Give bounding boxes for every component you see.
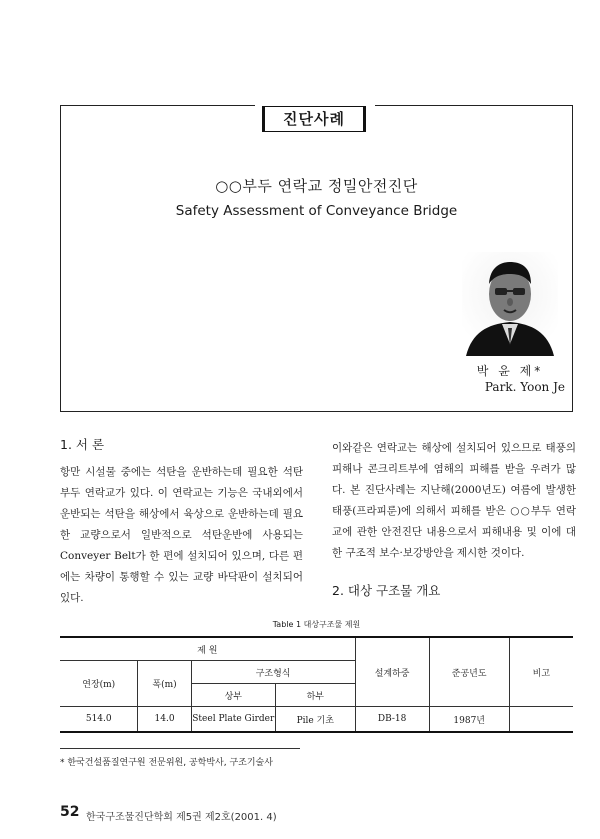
cell-upper: Steel Plate Girder (191, 707, 275, 733)
cell-load: DB-18 (355, 707, 429, 733)
page-number: 52 (60, 804, 80, 820)
header-width: 폭(m) (138, 661, 191, 707)
cell-note (509, 707, 573, 733)
header-length: 연장(m) (60, 661, 138, 707)
section-tag: 진단사례 (262, 106, 366, 132)
cell-lower: Pile 기초 (275, 707, 355, 733)
header-structure: 구조형식 (191, 661, 355, 684)
table-caption: Table 1 대상구조물 제원 (272, 620, 361, 629)
footnote-rule (60, 748, 300, 749)
header-year: 준공년도 (429, 637, 509, 707)
section1-body (60, 462, 303, 609)
cell-length: 514.0 (60, 707, 138, 733)
right-column-body (332, 438, 576, 564)
header-group: 제 원 (60, 637, 355, 661)
author-name-korean: 박 윤 제* (476, 364, 544, 378)
section2-heading: 2. 대상 구조물 개요 (332, 583, 441, 598)
section1-paragraph: 항만 시설물 중에는 석탄을 운반하는데 필요한 석탄부두 연락교가 있다. 이 연락교는 기능은 국내외에서 운반되는 석탄을 해상에서 육상으로 운반하는데 필요한 교량으로서 일반적으로 석탄운반에 사용되는 Conveyer Belt가 한 편에 설치되어 있으며, 다른 편에는 차량이 통행할 수 있는 교량 바닥판이 설치되어 있다. (60, 466, 303, 604)
cell-width: 14.0 (138, 707, 191, 733)
author-photo (462, 252, 558, 356)
header-note: 비고 (509, 637, 573, 707)
spec-table (60, 636, 573, 733)
section1-heading: 1. 서 론 (60, 437, 105, 452)
title-korean: ○○부두 연락교 정밀안전진단 (215, 177, 418, 195)
journal-name: 한국구조물진단학회 제5권 제2호(2001. 4) (86, 812, 277, 823)
footnote: * 한국건설품질연구원 전문위원, 공학박사, 구조기술사 (60, 758, 273, 768)
header-lower: 하부 (275, 684, 355, 707)
right-paragraph: 이와같은 연락교는 해상에 설치되어 있으므로 태풍의 피해나 콘크리트부에 염해의 피해를 받을 우려가 많다. 본 진단사례는 지난해(2000년도) 여름에 발생한 태풍(프라피룬)에 의해서 피해를 받은 ○○부두 연락교에 관한 안전진단 내용으로서 피해내용 및 이에 대한 구조적 보수·보강방안을 제시한 것이다. (332, 442, 576, 559)
header-load: 설계하중 (355, 637, 429, 707)
header-upper: 상부 (191, 684, 275, 707)
title-english: Safety Assessment of Conveyance Bridge (175, 203, 458, 219)
author-name-english: Park. Yoon Je (484, 380, 565, 394)
cell-year: 1987년 (429, 707, 509, 733)
